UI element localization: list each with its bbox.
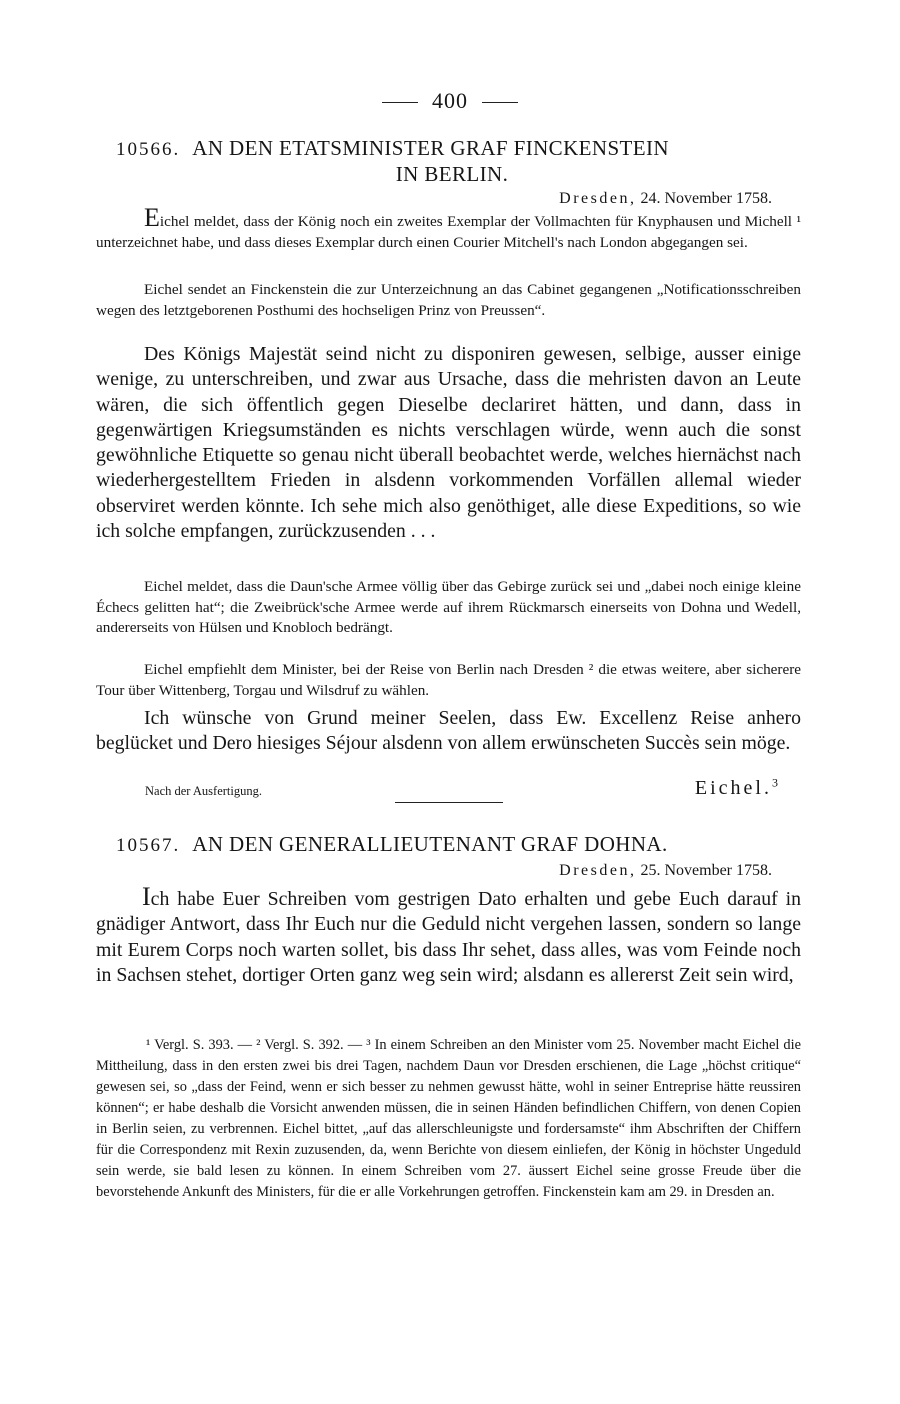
dateline-10566 [559, 190, 772, 208]
signature-text: Eichel. [694, 777, 772, 799]
source-note: Nach der Ausfertigung. [145, 784, 262, 798]
editor-summary-3: Eichel meldet, dass die Daun'sche Armee völlig über das Gebirge zurück sei und „dabei noch einige kleine Échecs gelitten hat“; die Zweibrück'sche Armee werde auf ihrem Rückmarsch einerseits von Dohna und Wedell, andererseits von Hülsen und Knobloch bedrängt. [96, 578, 801, 637]
initial-letter: E [144, 203, 160, 232]
letter-heading-10567 [116, 832, 788, 858]
signature [695, 777, 778, 800]
page-number-rule-left [382, 102, 418, 103]
letter-text-1: Des Königs Majestät seind nicht zu disponiren gewesen, selbige, ausser einige wenige, zu unterschreiben, und zwar aus Ursache, dass die mehristen davon an Leute wären, die sich öffentlich gegen Dieselbe declariret hätten, und dann, dass in gegenwärtigen Kriegsumständen es nichts verschlagen würde, wenn auch die sonst gewöhnliche Etiquette so genau nicht überall beobachtet werde, welches hiernächst nach wiederhergestelltem Frieden in alsdenn vorkommenden Vorfällen allemal wieder observiret werden könnte. Ich sehe mich also genöthiget, alle diese Expeditions, so wie ich solche empfangen, zurückzusenden . . . [96, 343, 801, 543]
editor-summary-4: Eichel empfiehlt dem Minister, bei der Reise von Berlin nach Dresden ² die etwas weitere, aber sicherere Tour über Wittenberg, Torgau und Wilsdruf zu wählen. [96, 661, 801, 699]
letter-number: 10566. [116, 139, 181, 160]
footnotes: ¹ Vergl. S. 393. — ² Vergl. S. 392. — ³ In einem Schreiben an den Minister vom 25. November macht Eichel die Mittheilung, dass in den ersten zwei bis drei Tagen, nachdem Daun vor Dresden erschienen, die Lage „höchst critique“ gewesen sei, so „dass der Feind, wenn er sich besser zu nehmen gewusst hätte, wohl in seiner Entreprise hätte reussiren können“; er habe deshalb die Vorsicht anwenden müssen, die in seinen Händen befindlichen Chiffern, von denen Copien in Berlin seien, zu verbrennen. Eichel bittet, „auf das allerschleunigste und fordersamste“ ihm Abschriften der Chiffern für die Correspondenz mit Rexin zuzusenden, da, wenn Berichte von diesem einliefen, der König in höchster Ungeduld sein werde, sie bald lesen zu können. In einem Schreiben vom 27. äussert Eichel seine grosse Freude über die bevorstehende Ankunft des Ministers, für die er alle Vorkehrungen getroffen. Finckenstein kam am 29. in Dresden an. [96, 1037, 801, 1200]
page-number [0, 88, 900, 114]
date-rest: 25. November 1758. [640, 862, 772, 879]
date-rest: 24. November 1758. [640, 190, 772, 207]
letter-title: AN DEN GENERALLIEUTENANT GRAF DOHNA. [192, 832, 668, 856]
editor-summary-1 [96, 203, 801, 253]
letter-number: 10567. [116, 835, 181, 856]
initial-letter: I [142, 882, 151, 911]
date-city: Dresden, [559, 190, 637, 207]
signature-footnote-ref: 3 [772, 775, 778, 790]
letter-text-10567 [96, 884, 801, 988]
letter-text-2: Ich wünsche von Grund meiner Seelen, dass Ew. Excellenz Reise anhero beglücket und Dero hiesiges Séjour alsdenn von allem erwünscheten Succès sein möge. [96, 707, 801, 755]
dateline-10567 [559, 862, 772, 880]
page-number-rule-right [482, 102, 518, 103]
letter-body: ch habe Euer Schreiben vom gestrigen Dato erhalten und gebe Euch darauf in gnädiger Antwort, dass Ihr Euch nur die Geduld nicht vergehen lassen, sondern so lange mit Eurem Corps noch warten sollet, bis dass Ihr sehet, dass alles, was vom Feinde noch in Sachsen stehet, dortiger Orten ganz weg sein wird; alsdann es allererst Zeit sein wird, [96, 888, 801, 986]
page-number-text: 400 [432, 88, 468, 113]
date-city: Dresden, [559, 862, 637, 879]
letter-title-line2: IN BERLIN. [395, 162, 509, 186]
summary-text: ichel meldet, dass der König noch ein zweites Exemplar der Vollmachten für Knyphausen und Michell ¹ unterzeichnet habe, und dass dieses Exemplar durch einen Courier Mitchell's nach London abgegangen sei. [96, 213, 801, 251]
letter-title-line1: AN DEN ETATSMINISTER GRAF FINCKENSTEIN [192, 136, 669, 160]
letter-heading-10566 [116, 136, 788, 186]
editor-summary-2: Eichel sendet an Finckenstein die zur Unterzeichnung an das Cabinet gegangenen „Notificationsschreiben wegen des letztgeborenen Posthumi des hochseligen Prinz von Preussen“. [96, 281, 801, 319]
letter-separator [395, 802, 503, 803]
